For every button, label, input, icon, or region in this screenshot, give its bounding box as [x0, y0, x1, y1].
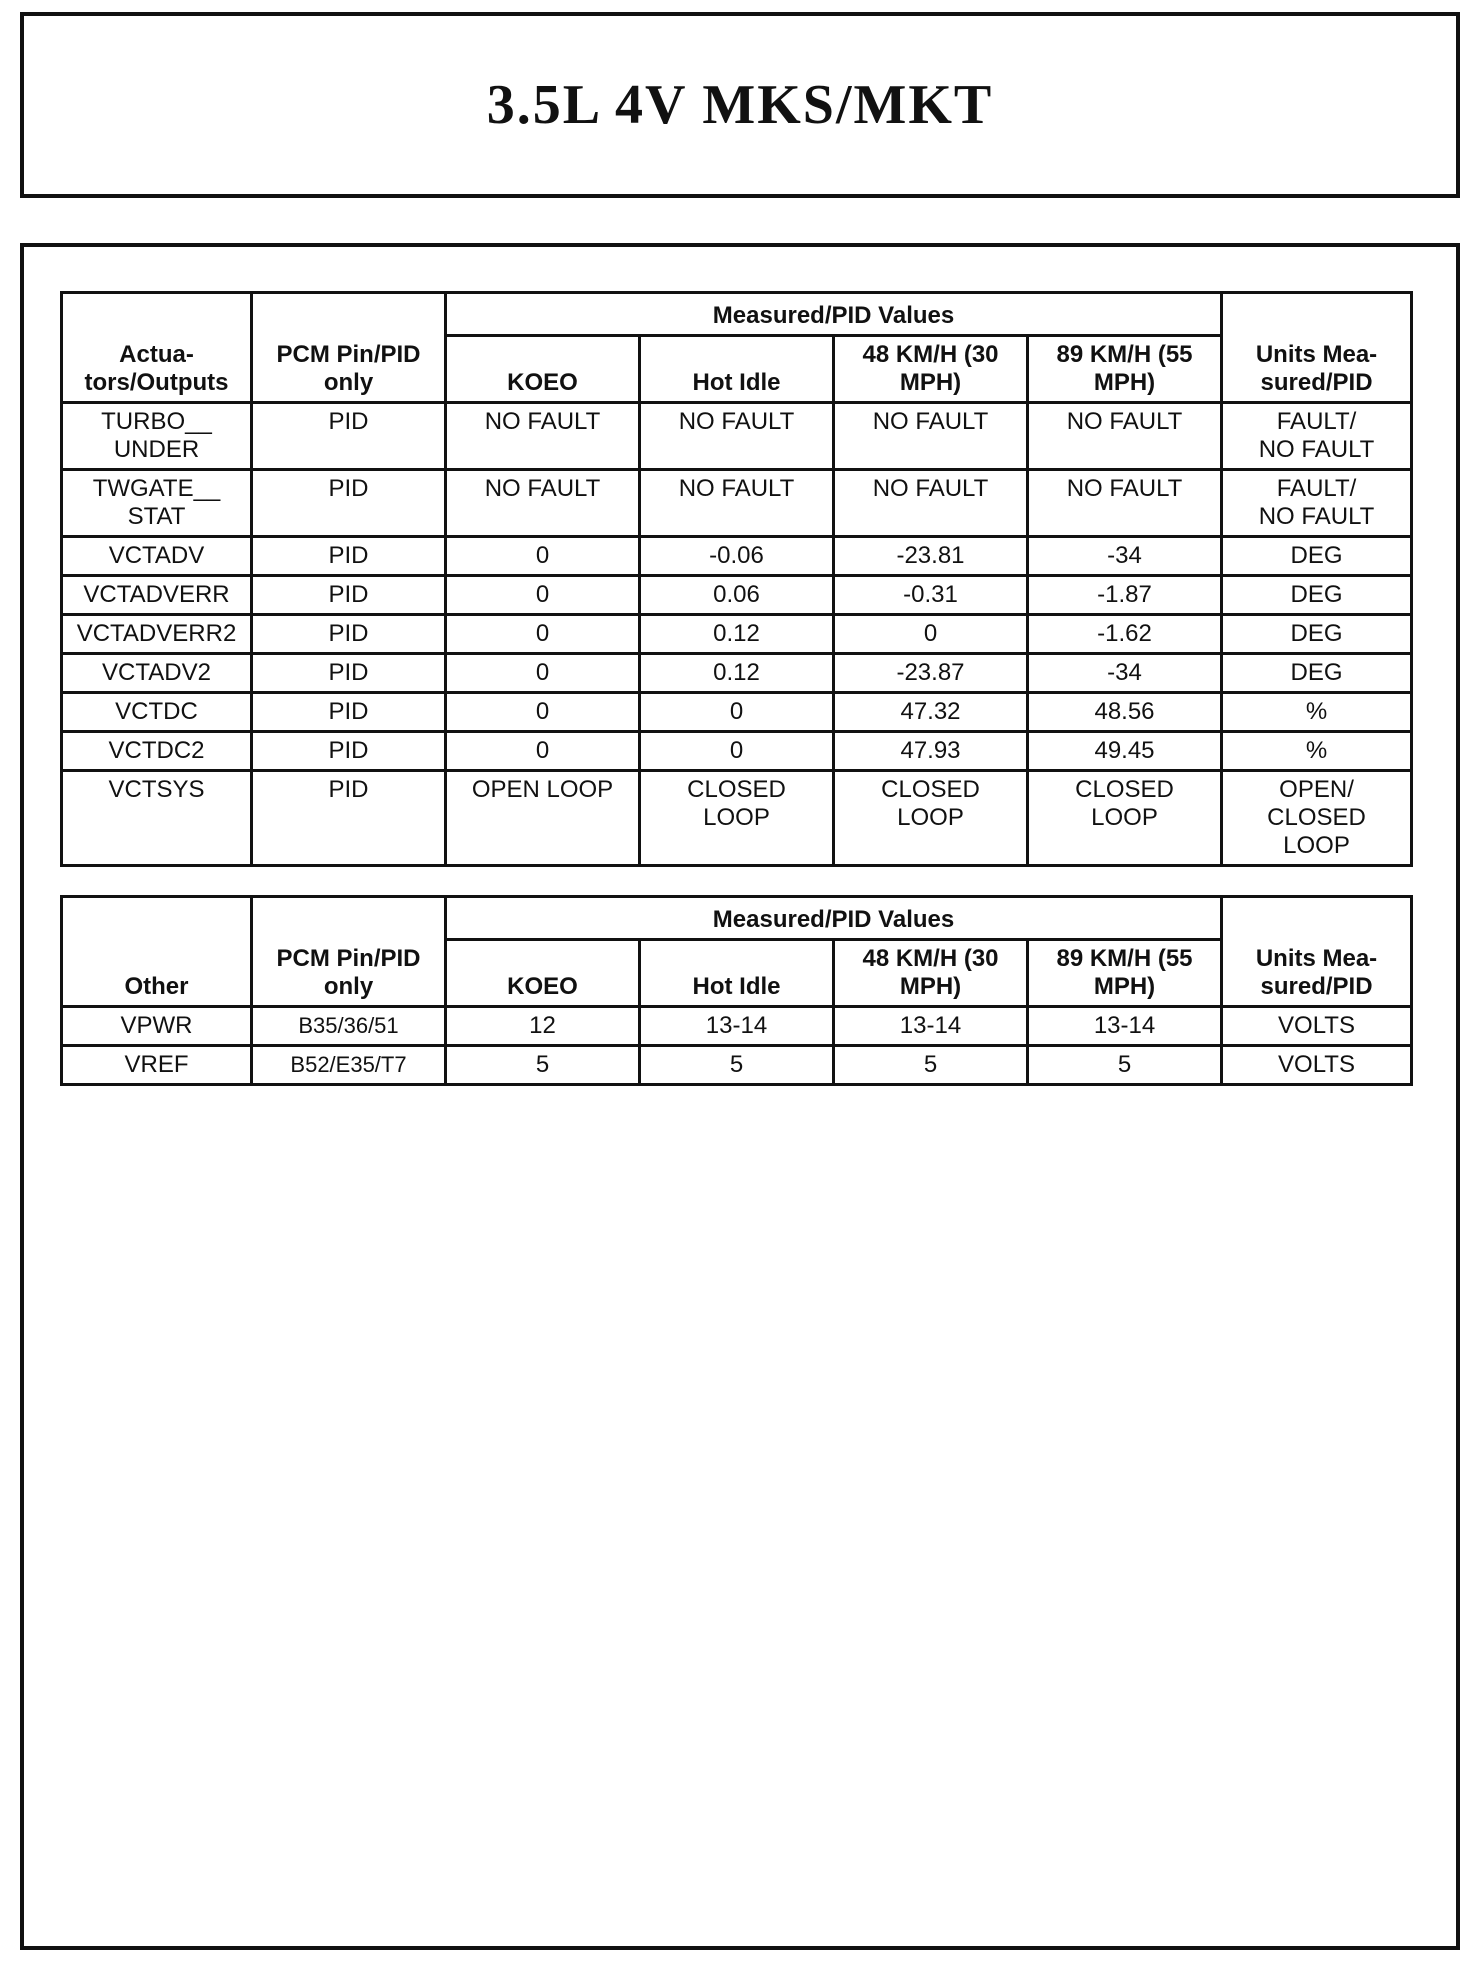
- header-hot-idle: Hot Idle: [640, 940, 834, 1007]
- units-value: VOLTS: [1222, 1046, 1412, 1085]
- speed-48-value: 0: [834, 615, 1028, 654]
- units-value: DEG: [1222, 537, 1412, 576]
- hot-idle-value: 0.12: [640, 615, 834, 654]
- speed-48-value: NO FAULT: [834, 470, 1028, 537]
- hot-idle-value: 13-14: [640, 1007, 834, 1046]
- speed-48-value: 5: [834, 1046, 1028, 1085]
- units-value: FAULT/ NO FAULT: [1222, 470, 1412, 537]
- koeo-value: 0: [446, 693, 640, 732]
- page-title: 3.5L 4V MKS/MKT: [486, 74, 994, 136]
- koeo-value: NO FAULT: [446, 470, 640, 537]
- pcm-pin: PID: [252, 732, 446, 771]
- units-value: FAULT/ NO FAULT: [1222, 403, 1412, 470]
- table-row: [62, 403, 1412, 470]
- pcm-pin: PID: [252, 771, 446, 866]
- speed-89-value: -1.62: [1028, 615, 1222, 654]
- pcm-pin: PID: [252, 576, 446, 615]
- title-box: [20, 12, 1460, 198]
- hot-idle-value: 0: [640, 732, 834, 771]
- speed-89-value: -34: [1028, 654, 1222, 693]
- koeo-value: 0: [446, 615, 640, 654]
- speed-89-value: NO FAULT: [1028, 403, 1222, 470]
- hot-idle-value: 5: [640, 1046, 834, 1085]
- units-value: DEG: [1222, 615, 1412, 654]
- signal-name: VCTSYS: [62, 771, 252, 866]
- koeo-value: 12: [446, 1007, 640, 1046]
- speed-89-value: -34: [1028, 537, 1222, 576]
- pcm-pin: PID: [252, 403, 446, 470]
- header-48-kmh: 48 KM/H (30 MPH): [834, 940, 1028, 1007]
- pcm-pin: PID: [252, 615, 446, 654]
- header-hot-idle: Hot Idle: [640, 336, 834, 403]
- koeo-value: 0: [446, 732, 640, 771]
- table-row: [62, 654, 1412, 693]
- koeo-value: 5: [446, 1046, 640, 1085]
- koeo-value: OPEN LOOP: [446, 771, 640, 866]
- hot-idle-value: NO FAULT: [640, 470, 834, 537]
- speed-48-value: 47.32: [834, 693, 1028, 732]
- table-row: [62, 732, 1412, 771]
- speed-89-value: -1.87: [1028, 576, 1222, 615]
- signal-name: VPWR: [62, 1007, 252, 1046]
- speed-48-value: 13-14: [834, 1007, 1028, 1046]
- signal-name: VCTADV: [62, 537, 252, 576]
- table-row: [62, 470, 1412, 537]
- speed-89-value: 49.45: [1028, 732, 1222, 771]
- speed-48-value: CLOSED LOOP: [834, 771, 1028, 866]
- hot-idle-value: NO FAULT: [640, 403, 834, 470]
- header-koeo: KOEO: [446, 940, 640, 1007]
- signal-name: VREF: [62, 1046, 252, 1085]
- signal-name: TURBO__ UNDER: [62, 403, 252, 470]
- pcm-pin: B35/36/51: [252, 1007, 446, 1046]
- table-row: [62, 1046, 1412, 1085]
- header-koeo: KOEO: [446, 336, 640, 403]
- hot-idle-value: 0.12: [640, 654, 834, 693]
- units-value: DEG: [1222, 576, 1412, 615]
- speed-48-value: -0.31: [834, 576, 1028, 615]
- signal-name: TWGATE__ STAT: [62, 470, 252, 537]
- units-value: DEG: [1222, 654, 1412, 693]
- actuators-table-body: [62, 403, 1412, 866]
- header-89-kmh: 89 KM/H (55 MPH): [1028, 940, 1222, 1007]
- koeo-value: 0: [446, 654, 640, 693]
- header-other: Other: [62, 897, 252, 1007]
- header-89-kmh: 89 KM/H (55 MPH): [1028, 336, 1222, 403]
- signal-name: VCTADVERR: [62, 576, 252, 615]
- actuators-outputs-table: [60, 291, 1413, 867]
- pcm-pin: PID: [252, 654, 446, 693]
- speed-89-value: CLOSED LOOP: [1028, 771, 1222, 866]
- other-table: [60, 895, 1413, 1086]
- koeo-value: NO FAULT: [446, 403, 640, 470]
- units-value: %: [1222, 693, 1412, 732]
- table-row: [62, 537, 1412, 576]
- units-value: %: [1222, 732, 1412, 771]
- table-row: [62, 1007, 1412, 1046]
- hot-idle-value: 0.06: [640, 576, 834, 615]
- units-value: OPEN/ CLOSED LOOP: [1222, 771, 1412, 866]
- speed-48-value: 47.93: [834, 732, 1028, 771]
- signal-name: VCTDC: [62, 693, 252, 732]
- header-units-measured: Units Mea- sured/PID: [1222, 897, 1412, 1007]
- koeo-value: 0: [446, 576, 640, 615]
- content-box: [20, 243, 1460, 1950]
- units-value: VOLTS: [1222, 1007, 1412, 1046]
- table-row: [62, 693, 1412, 732]
- header-measured-pid-values: Measured/PID Values: [446, 897, 1222, 940]
- speed-89-value: NO FAULT: [1028, 470, 1222, 537]
- pcm-pin: PID: [252, 537, 446, 576]
- header-48-kmh: 48 KM/H (30 MPH): [834, 336, 1028, 403]
- signal-name: VCTADVERR2: [62, 615, 252, 654]
- speed-48-value: -23.81: [834, 537, 1028, 576]
- table-row: [62, 576, 1412, 615]
- pcm-pin: PID: [252, 693, 446, 732]
- pcm-pin: B52/E35/T7: [252, 1046, 446, 1085]
- signal-name: VCTDC2: [62, 732, 252, 771]
- header-units-measured: Units Mea- sured/PID: [1222, 293, 1412, 403]
- header-pcm-pin-pid: PCM Pin/PID only: [252, 897, 446, 1007]
- speed-48-value: NO FAULT: [834, 403, 1028, 470]
- koeo-value: 0: [446, 537, 640, 576]
- hot-idle-value: -0.06: [640, 537, 834, 576]
- other-table-body: [62, 1007, 1412, 1085]
- table-row: [62, 615, 1412, 654]
- header-measured-pid-values: Measured/PID Values: [446, 293, 1222, 336]
- pcm-pin: PID: [252, 470, 446, 537]
- signal-name: VCTADV2: [62, 654, 252, 693]
- speed-89-value: 48.56: [1028, 693, 1222, 732]
- speed-89-value: 5: [1028, 1046, 1222, 1085]
- speed-48-value: -23.87: [834, 654, 1028, 693]
- header-pcm-pin-pid: PCM Pin/PID only: [252, 293, 446, 403]
- speed-89-value: 13-14: [1028, 1007, 1222, 1046]
- header-actuators-outputs: Actua- tors/Outputs: [62, 293, 252, 403]
- hot-idle-value: CLOSED LOOP: [640, 771, 834, 866]
- hot-idle-value: 0: [640, 693, 834, 732]
- table-row: [62, 771, 1412, 866]
